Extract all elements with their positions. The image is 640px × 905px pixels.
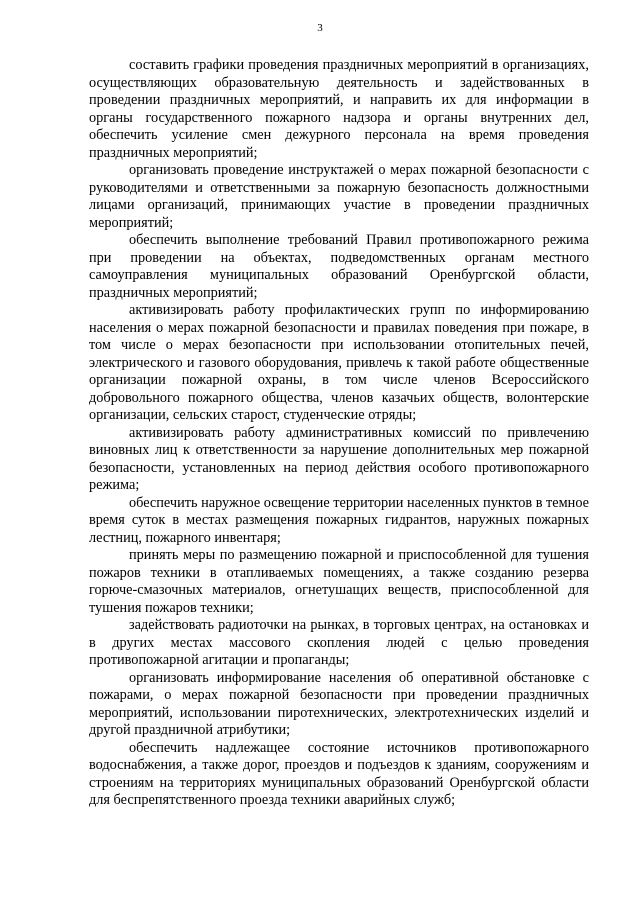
paragraph-radio-points: задействовать радиоточки на рынках, в торговых центрах, на остановках и в других местах массового скопления людей с целью проведения противопожарной агитации и пропаганды; (89, 617, 589, 668)
paragraph-briefings: организовать проведение инструктажей о мерах пожарной безопасности с руководителями и ответственными за пожарную безопасность должностными лицами организаций, принимающих участие в проведении праздничных мероприятий; (89, 162, 589, 231)
paragraph-fire-regime-rules: обеспечить выполнение требований Правил противопожарного режима при проведении на объектах, подведомственных органам местного самоуправления муниципальных образований Оренбургской области, праздничных мероприятий; (89, 232, 589, 301)
paragraph-water-supply: обеспечить надлежащее состояние источников противопожарного водоснабжения, а также дорог, проездов и подъездов к зданиям, сооружениям и строениям на территориях муниципальных образований Оренбургской области для беспрепятственного проезда техники аварийных служб; (89, 739, 589, 808)
page-number: 3 (317, 22, 323, 34)
paragraph-outdoor-lighting: обеспечить наружное освещение территории населенных пунктов в темное время суток в местах размещения пожарных гидрантов, наружных пожарных лестниц, пожарного инвентаря; (89, 494, 590, 546)
paragraph-public-information: организовать информирование населения об оперативной обстановке с пожарами, о мерах пожарной безопасности при проведении праздничных мероприятий, использовании пиротехнических, электротехнических изделий и другой праздничной атрибутики; (89, 669, 589, 738)
paragraph-equipment-placement: принять меры по размещению пожарной и приспособленной для тушения пожаров техники в отапливаемых помещениях, а также созданию резерва горюче-смазочных материалов, огнетушащих веществ, приспособленной для тушения пожаров техники; (89, 547, 589, 616)
paragraph-prevention-groups: активизировать работу профилактических групп по информированию населения о мерах пожарной безопасности и правилах поведения при пожаре, в том числе о мерах безопасности при использовании отопительных печей, электрического и газового оборудования, привлечь к такой работе общественные организации пожарной охраны, в том числе членов Всероссийского добровольного пожарного общества, членов казачьих обществ, волонтерские организации, сельских старост, студенческие отряды; (89, 302, 589, 423)
document-body (89, 57, 589, 810)
paragraph-administrative-commissions: активизировать работу административных комиссий по привлечению виновных лиц к ответственности за нарушение дополнительных мер пожарной безопасности, установленных на период действия особого противопожарного режима; (89, 424, 589, 493)
paragraph-schedules: составить графики проведения праздничных мероприятий в организациях, осуществляющих образовательную деятельность и задействованных в проведении праздничных мероприятий, и направить их для информации в органы государственного пожарного надзора и органы внутренних дел, обеспечить усиление смен дежурного персонала на время проведения праздничных мероприятий; (89, 57, 589, 161)
